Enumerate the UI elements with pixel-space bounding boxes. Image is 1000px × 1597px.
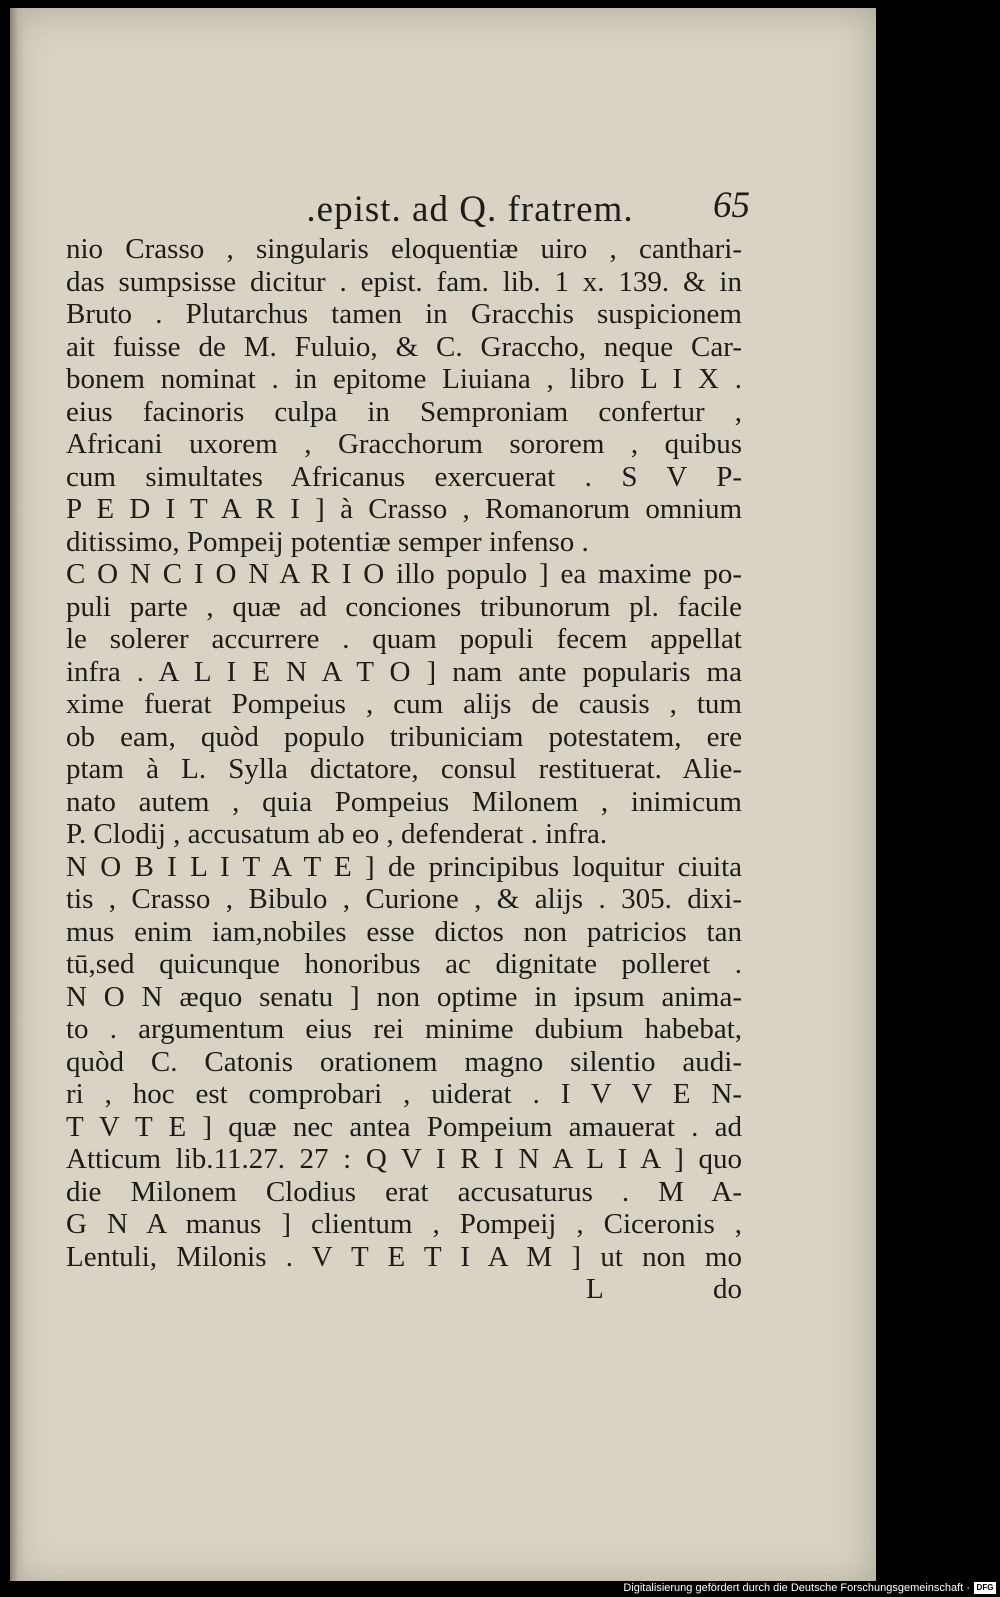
text-line: Africani uxorem , Gracchorum sororem , quibus — [66, 428, 742, 460]
text-line: ait fuisse de M. Fuluio, & C. Graccho, neque Car- — [66, 330, 742, 363]
book-page — [10, 8, 876, 1586]
text-line: ptam à L. Sylla dictatore, consul restituerat. Alie- — [66, 753, 742, 785]
text-line: tū,sed quicunque honoribus ac dignitate polleret . — [66, 948, 742, 980]
text-line: tis , Crasso , Bibulo , Curione , & alijs . 305. dixi- — [66, 883, 742, 915]
text-line: Atticum lib.11.27. 27 : Q V I R I N A L I A ] quo — [66, 1143, 742, 1175]
catchword: do — [713, 1273, 742, 1305]
text-line: G N A manus ] clientum , Pompeij , Ciceronis , — [66, 1208, 742, 1240]
text-line: die Milonem Clodius erat accusaturus . M A- — [66, 1175, 742, 1208]
text-line: quòd C. Catonis orationem magno silentio audi- — [66, 1045, 742, 1078]
page-gutter-shadow — [10, 8, 24, 1586]
text-line: ob eam, quòd populo tribuniciam potestatem, ere — [66, 720, 742, 753]
text-line: infra . A L I E N A T O ] nam ante popularis ma — [66, 655, 742, 688]
text-line: mus enim iam,nobiles esse dictos non patricios tan — [66, 915, 742, 948]
text-line: puli parte , quæ ad conciones tribunorum pl. facile — [66, 590, 742, 623]
text-line: N O B I L I T A T E ] de principibus loquitur ciuita — [66, 850, 742, 883]
text-line: xime fuerat Pompeius , cum alijs de causis , tum — [66, 688, 742, 720]
text-line: ri , hoc est comprobari , uiderat . I V V E N- — [66, 1078, 742, 1110]
running-head: .epist. ad Q. fratrem. — [306, 189, 634, 230]
text-line: P E D I T A R I ] à Crasso , Romanorum omnium — [66, 493, 742, 525]
text-line: eius facinoris culpa in Semproniam confertur , — [66, 395, 742, 428]
signature-catchword-row — [66, 1273, 742, 1306]
text-line: N O N æquo senatu ] non optime in ipsum anima- — [66, 980, 742, 1013]
text-line: cum simultates Africanus exercuerat . S V P- — [66, 460, 742, 493]
digitization-credit: Digitalisierung gefördert durch die Deutsche Forschungsgemeinschaft · — [623, 1582, 970, 1594]
text-line: Lentuli, Milonis . V T E T I A M ] ut non mo — [66, 1240, 742, 1273]
text-line: le solerer accurrere . quam populi fecem appellat — [66, 623, 742, 655]
dfg-logo: DFG — [974, 1582, 996, 1594]
body-text — [66, 233, 742, 1306]
text-line: nato autem , quia Pompeius Milonem , inimicum — [66, 785, 742, 818]
text-line: nio Crasso , singularis eloquentiæ uiro , canthari- — [66, 233, 742, 265]
text-line: Bruto . Plutarchus tamen in Gracchis suspicionem — [66, 298, 742, 330]
page-number: 65 — [713, 185, 750, 226]
text-line: P. Clodij , accusatum ab eo , defenderat . infra. — [66, 818, 608, 850]
text-line: to . argumentum eius rei minime dubium habebat, — [66, 1013, 742, 1045]
signature-mark: L — [586, 1273, 604, 1305]
text-line: T V T E ] quæ nec antea Pompeium amauerat . ad — [66, 1110, 742, 1143]
text-line: bonem nominat . in epitome Liuiana , libro L I X . — [66, 363, 742, 395]
text-line: das sumpsisse dicitur . epist. fam. lib. 1 x. 139. & in — [66, 265, 742, 298]
text-line: C O N C I O N A R I O illo populo ] ea maxime po- — [66, 558, 742, 590]
text-line: ditissimo, Pompeij potentiæ semper infenso . — [66, 525, 589, 558]
